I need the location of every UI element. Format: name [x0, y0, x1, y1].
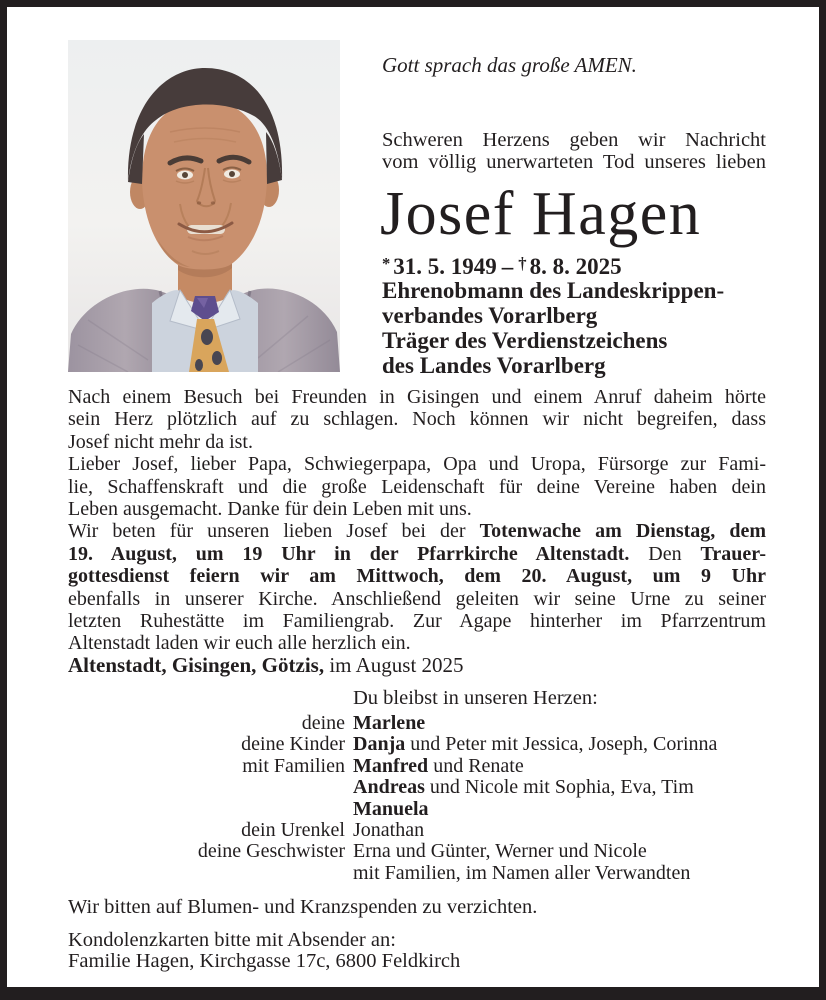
body-line: Wir beten für unseren lieben Josef bei der Totenwache am Dienstag, dem [68, 520, 766, 543]
title-line: verbandes Vorarlberg [382, 303, 598, 328]
family-names: Manuela [353, 797, 429, 820]
family-names: Erna und Günter, Werner und Nicole [353, 840, 647, 863]
birth-date: 31. 5. 1949 [393, 253, 497, 279]
body-line: letzten Ruhestätte im Familiengrab. Zur Agape hinterher im Pfarrzentrum [68, 610, 766, 633]
family-row [68, 799, 788, 820]
family-names: Marlene [353, 712, 426, 734]
dates-dash: – [501, 253, 514, 279]
title-line: Träger des Verdienstzeichens [382, 328, 668, 353]
family-row [68, 713, 788, 734]
body-line: gottesdienst feiern wir am Mittwoch, dem 20. August, um 9 Uhr [68, 565, 766, 588]
family-list [68, 713, 788, 884]
body-line: Nach einem Besuch bei Freunden in Gisingen und einem Anruf daheim hörte [68, 386, 766, 408]
condolence-line: Kondolenzkarten bitte mit Absender an: [68, 929, 396, 951]
intro-text [382, 130, 766, 173]
family-names: Jonathan [353, 819, 425, 842]
body-line: lie, Schaffenskraft und die große Leidenschaft für deine Vereine haben dein [68, 475, 766, 498]
family-relation-label: deine Geschwister [197, 840, 345, 863]
death-date: 8. 8. 2025 [529, 253, 622, 279]
dateline-places: Altenstadt, Gisingen, Götzis, [68, 653, 325, 677]
body-line: Lieber Josef, lieber Papa, Schwiegerpapa, Opa und Uropa, Fürsorge zur Fami- [68, 453, 766, 476]
family-relation-label [68, 799, 345, 820]
hearts-heading: Du bleibst in unseren Herzen: [353, 687, 598, 709]
family-relation-label: dein Urenkel [241, 819, 345, 842]
body-line: ebenfalls in unserer Kirche. Anschließend geleiten wir seine Urne zu seiner [68, 587, 766, 610]
family-names: Andreas und Nicole mit Sophia, Eva, Tim [353, 776, 694, 799]
family-row [68, 756, 788, 777]
death-symbol: † [518, 254, 527, 273]
flowers-note: Wir bitten auf Blumen- und Kranzspenden zu verzichten. [68, 896, 538, 918]
portrait-illustration [68, 40, 340, 372]
condolence-line: Familie Hagen, Kirchgasse 17c, 6800 Feldkirch [68, 950, 461, 972]
birth-symbol: * [382, 254, 391, 273]
family-row [68, 841, 788, 862]
portrait-photo [68, 40, 340, 372]
family-relation-label: deine [301, 712, 345, 734]
dateline [68, 653, 766, 677]
body-line: 19. August, um 19 Uhr in der Pfarrkirche Altenstadt. Den Trauer- [68, 542, 767, 565]
motto: Gott sprach das große AMEN. [382, 53, 637, 77]
family-row [68, 863, 788, 884]
life-dates [382, 251, 766, 279]
family-row [68, 777, 788, 798]
body-line: Leben ausgemacht. Danke für dein Leben mit uns. [68, 498, 472, 521]
honorary-titles [382, 278, 782, 378]
obituary-text [68, 386, 766, 655]
deceased-name: Josef Hagen [380, 180, 702, 248]
family-names: mit Familien, im Namen aller Verwandten [353, 861, 691, 884]
condolence-address [68, 930, 766, 972]
title-line: Ehrenobmann des Landeskrippen- [382, 278, 725, 303]
family-row [68, 734, 788, 755]
family-relation-label: mit Familien [242, 754, 345, 777]
intro-line: vom völlig unerwarteten Tod unseres lieben [382, 150, 766, 173]
family-relation-label: deine Kinder [241, 733, 345, 756]
family-relation-label [68, 777, 345, 798]
title-line: des Landes Vorarlberg [382, 353, 606, 378]
family-relation-label [68, 863, 345, 884]
family-names: Danja und Peter mit Jessica, Joseph, Corinna [353, 733, 718, 756]
body-line: Josef nicht mehr da ist. [68, 430, 253, 453]
dateline-date: im August 2025 [329, 653, 464, 677]
intro-line: Schweren Herzens geben wir Nachricht [382, 129, 766, 151]
family-row [68, 820, 788, 841]
body-line: Altenstadt laden wir euch alle herzlich ein. [68, 632, 411, 655]
body-line: sein Herz plötzlich auf zu schlagen. Noch können wir nicht begreifen, dass [68, 408, 766, 431]
family-names: Manfred und Renate [353, 754, 524, 777]
